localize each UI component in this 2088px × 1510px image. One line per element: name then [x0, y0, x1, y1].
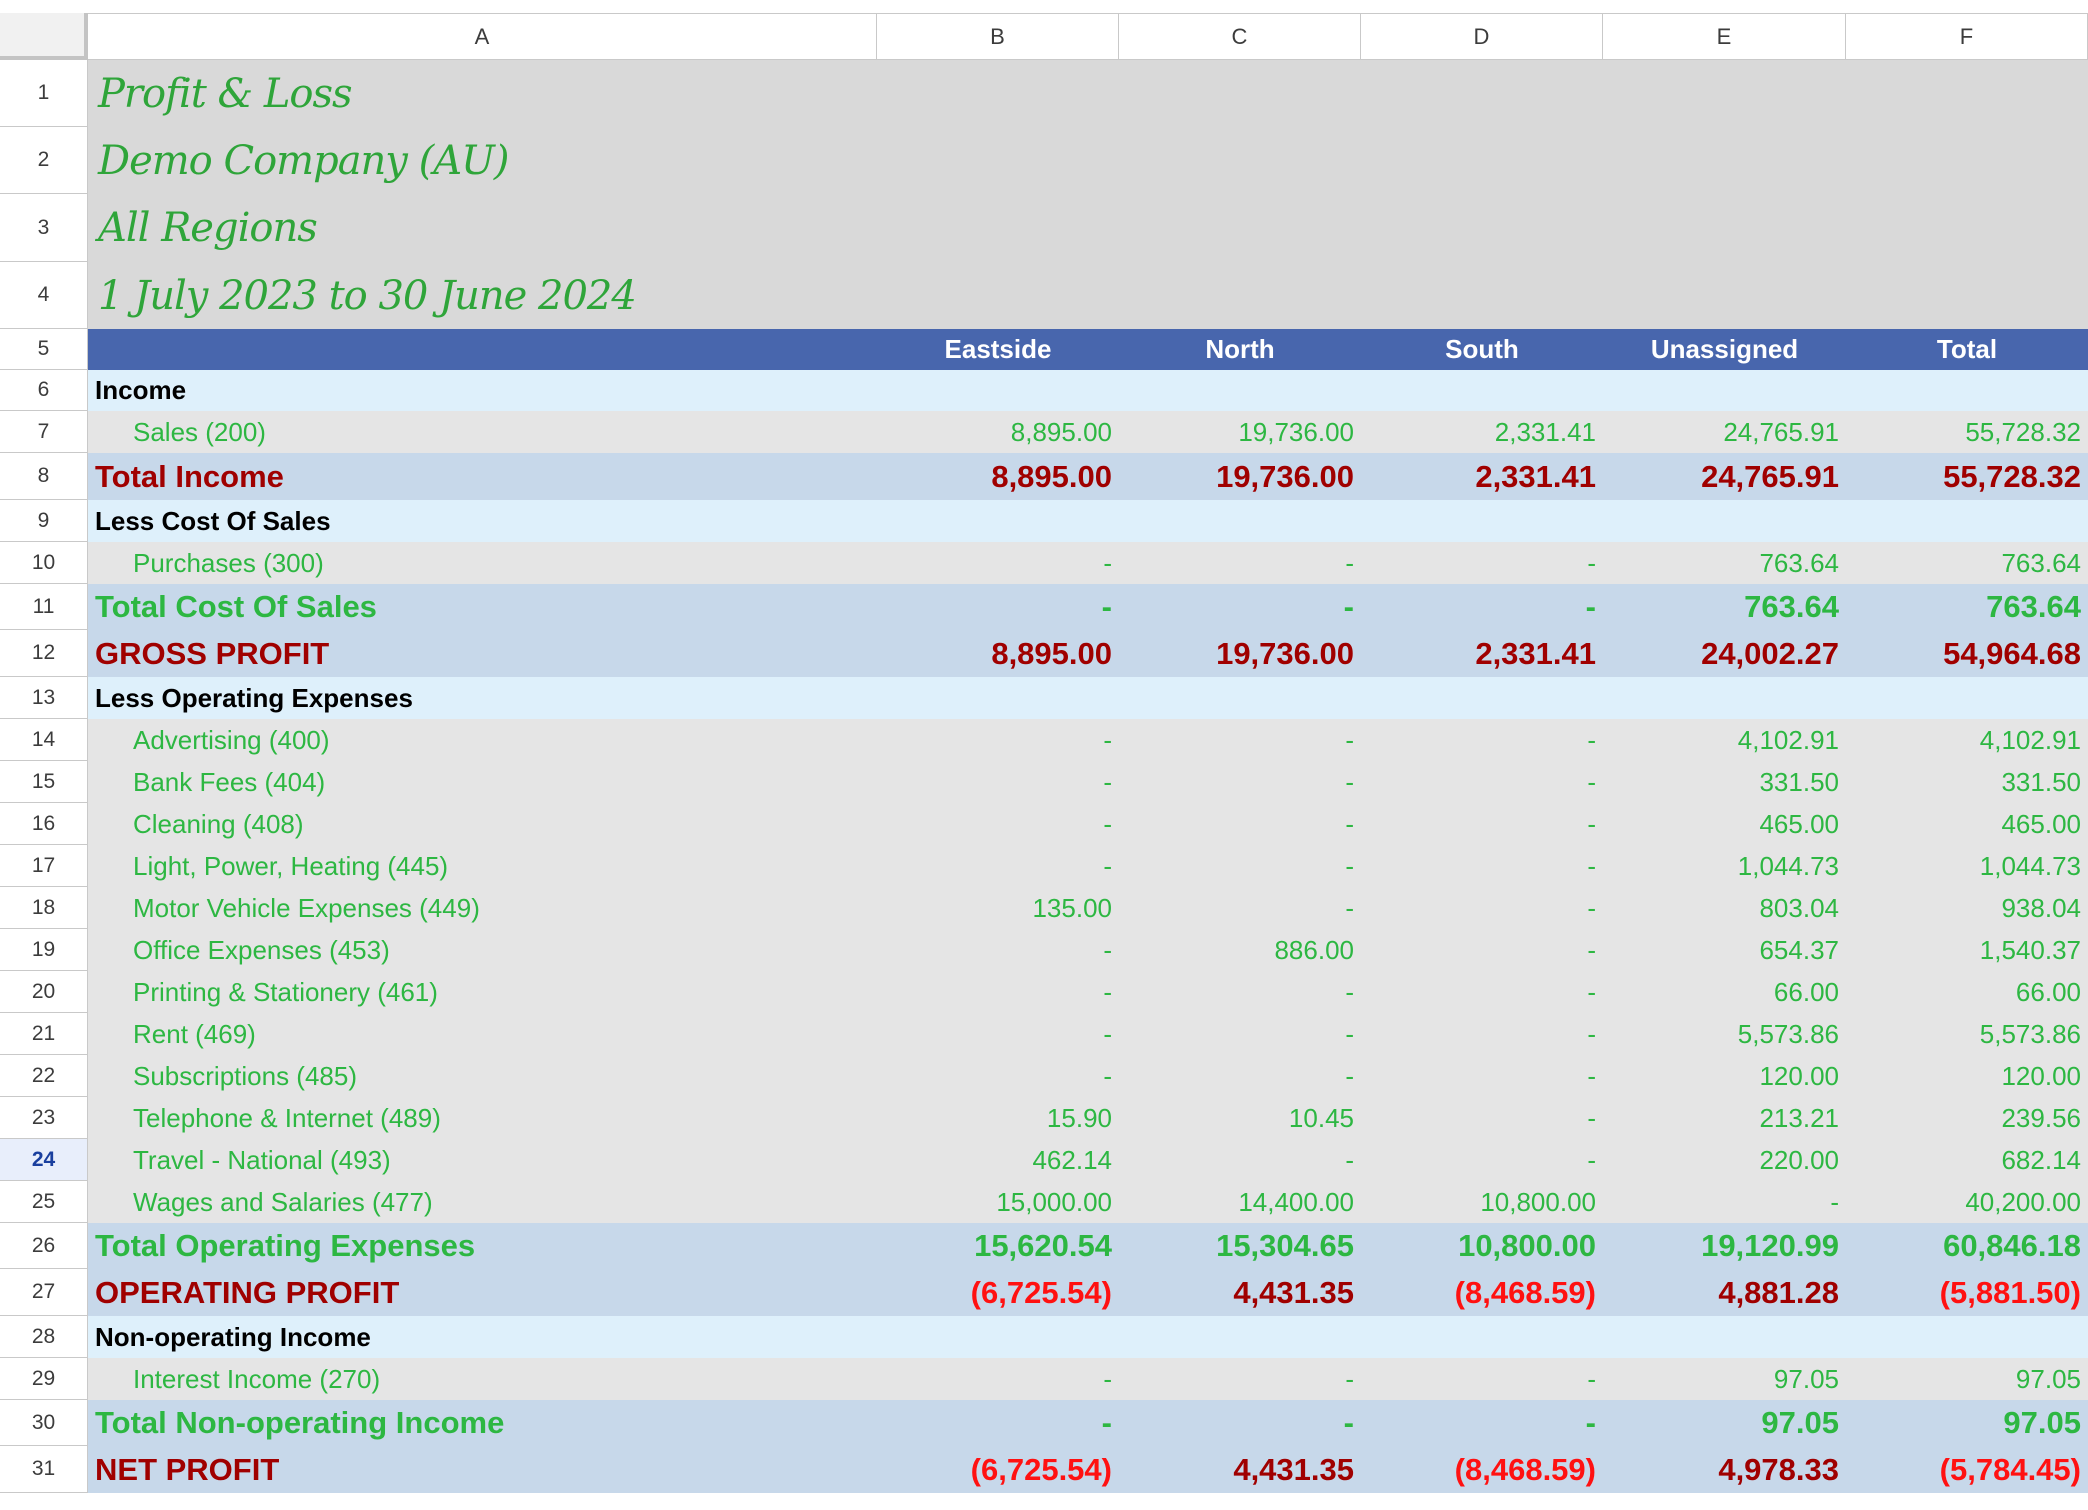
- header-cell-a[interactable]: [88, 329, 877, 370]
- value-cell-unassigned[interactable]: [1603, 677, 1846, 719]
- value-cell-total[interactable]: 54,964.68: [1943, 635, 2081, 671]
- label-text: Subscriptions (485): [133, 1060, 357, 1091]
- value-cell-total[interactable]: (5,784.45): [1939, 1451, 2081, 1487]
- value-cell-north[interactable]: 4,431.35: [1233, 1451, 1354, 1487]
- value-cell-eastside[interactable]: -: [1101, 1405, 1112, 1440]
- row-header-21[interactable]: 21: [0, 1013, 88, 1055]
- value-cell-total[interactable]: 55,728.32: [1965, 416, 2081, 447]
- value-cell-unassigned[interactable]: 4,102.91: [1737, 724, 1839, 755]
- row-header-1[interactable]: 1: [0, 60, 88, 127]
- value-cell-south[interactable]: -: [1587, 1060, 1596, 1091]
- sheet-row: [88, 1223, 2088, 1269]
- value-cell-north[interactable]: -: [1345, 1018, 1354, 1049]
- sheet-row: [88, 1316, 2088, 1358]
- label-text: GROSS PROFIT: [95, 635, 330, 671]
- row-header-24[interactable]: 24: [0, 1139, 88, 1181]
- row-header-30[interactable]: 30: [0, 1400, 88, 1446]
- value-cell-unassigned[interactable]: [1603, 500, 1846, 542]
- label-text: Total Non-operating Income: [95, 1405, 505, 1440]
- sheet-row: [88, 971, 2088, 1013]
- value-cell-south[interactable]: (8,468.59): [1454, 1274, 1596, 1310]
- label-text: Advertising (400): [133, 724, 330, 755]
- value-cell-south[interactable]: 2,331.41: [1494, 416, 1596, 447]
- label-text: Light, Power, Heating (445): [133, 850, 449, 881]
- value-cell-south[interactable]: -: [1587, 1363, 1596, 1394]
- row-header-2[interactable]: 2: [0, 127, 88, 194]
- account-label[interactable]: [88, 719, 877, 761]
- total-label[interactable]: [88, 1269, 877, 1316]
- section-label[interactable]: [88, 370, 877, 411]
- value-cell-north[interactable]: [1119, 677, 1361, 719]
- label-text: NET PROFIT: [95, 1451, 280, 1487]
- label-text: Total Cost Of Sales: [95, 589, 377, 624]
- row-header-12[interactable]: 12: [0, 630, 88, 677]
- sheet-row: [88, 127, 2088, 194]
- value-cell-unassigned[interactable]: 120.00: [1759, 1060, 1839, 1091]
- label-text: OPERATING PROFIT: [95, 1274, 400, 1310]
- value-cell-south[interactable]: -: [1585, 589, 1596, 624]
- sheet-row: [88, 370, 2088, 411]
- account-label[interactable]: [88, 1055, 877, 1097]
- row-header-17[interactable]: 17: [0, 845, 88, 887]
- sheet-row: [88, 329, 2088, 370]
- sheet-row: [88, 262, 2088, 329]
- value-cell-unassigned[interactable]: 5,573.86: [1737, 1018, 1839, 1049]
- value-cell-eastside[interactable]: -: [1103, 1363, 1112, 1394]
- value-cell-eastside[interactable]: [877, 677, 1119, 719]
- value-cell-total[interactable]: 1,540.37: [1979, 934, 2081, 965]
- column-header-d[interactable]: D: [1361, 13, 1603, 60]
- value-cell-unassigned[interactable]: 24,002.27: [1701, 635, 1839, 671]
- value-cell-total[interactable]: 331.50: [2001, 766, 2081, 797]
- value-cell-eastside[interactable]: (6,725.54): [970, 1451, 1112, 1487]
- value-cell-unassigned[interactable]: 19,120.99: [1701, 1228, 1839, 1263]
- value-cell-total[interactable]: 60,846.18: [1943, 1228, 2081, 1263]
- value-cell-unassigned[interactable]: 97.05: [1773, 1363, 1839, 1394]
- value-cell-unassigned[interactable]: [1603, 370, 1846, 411]
- label-text: Office Expenses (453): [133, 934, 390, 965]
- total-label[interactable]: [88, 453, 877, 500]
- section-label[interactable]: [88, 1316, 877, 1358]
- value-cell-north[interactable]: -: [1345, 1144, 1354, 1175]
- sheet-row: [88, 929, 2088, 971]
- label-text: Printing & Stationery (461): [133, 976, 438, 1007]
- value-cell-eastside[interactable]: -: [1103, 808, 1112, 839]
- label-text: Income: [95, 375, 187, 405]
- value-cell-unassigned[interactable]: 1,044.73: [1737, 850, 1839, 881]
- value-cell-total[interactable]: [1846, 677, 2088, 719]
- sheet-row: [88, 60, 2088, 127]
- value-cell-south[interactable]: [1361, 677, 1603, 719]
- row-header-8[interactable]: 8: [0, 453, 88, 500]
- row-header-31[interactable]: 31: [0, 1446, 88, 1493]
- label-text: Cleaning (408): [133, 808, 304, 839]
- column-title-total[interactable]: Total: [1936, 334, 1998, 364]
- column-header-b[interactable]: B: [877, 13, 1119, 60]
- total-label[interactable]: [88, 1446, 877, 1493]
- value-cell-total[interactable]: 938.04: [2001, 892, 2081, 923]
- value-cell-unassigned[interactable]: -: [1830, 1186, 1839, 1217]
- row-header-18[interactable]: 18: [0, 887, 88, 929]
- value-cell-total[interactable]: 465.00: [2001, 808, 2081, 839]
- sheet-row: [88, 887, 2088, 929]
- row-header-9[interactable]: 9: [0, 500, 88, 542]
- label-text: Total Operating Expenses: [95, 1228, 476, 1263]
- section-label[interactable]: [88, 500, 877, 542]
- value-cell-unassigned[interactable]: 24,765.91: [1701, 458, 1839, 494]
- row-header-5[interactable]: 5: [0, 329, 88, 370]
- value-cell-north[interactable]: 14,400.00: [1238, 1186, 1354, 1217]
- row-header-26[interactable]: 26: [0, 1223, 88, 1269]
- value-cell-north[interactable]: -: [1345, 808, 1354, 839]
- value-cell-south[interactable]: (8,468.59): [1454, 1451, 1596, 1487]
- select-all-corner[interactable]: [0, 13, 88, 60]
- value-cell-unassigned[interactable]: 763.64: [1744, 589, 1839, 624]
- value-cell-north[interactable]: 19,736.00: [1238, 416, 1354, 447]
- value-cell-total[interactable]: 97.05: [2015, 1363, 2081, 1394]
- column-header-e[interactable]: E: [1603, 13, 1846, 60]
- column-header-c[interactable]: C: [1119, 13, 1361, 60]
- value-cell-unassigned[interactable]: 220.00: [1759, 1144, 1839, 1175]
- section-label[interactable]: [88, 677, 877, 719]
- sheet-row: [88, 1097, 2088, 1139]
- account-label[interactable]: [88, 1139, 877, 1181]
- value-cell-north[interactable]: [1119, 500, 1361, 542]
- label-text: Travel - National (493): [133, 1144, 391, 1175]
- value-cell-north[interactable]: -: [1345, 766, 1354, 797]
- account-label[interactable]: [88, 542, 877, 584]
- value-cell-south[interactable]: -: [1587, 1144, 1596, 1175]
- value-cell-south[interactable]: -: [1587, 892, 1596, 923]
- sheet-row: [88, 1358, 2088, 1400]
- sheet-row: [88, 761, 2088, 803]
- value-cell-total[interactable]: 120.00: [2001, 1060, 2081, 1091]
- label-text: Purchases (300): [133, 547, 324, 578]
- value-cell-total[interactable]: 763.64: [1986, 589, 2081, 624]
- sheet-row: [88, 1446, 2088, 1493]
- value-cell-total[interactable]: 239.56: [2001, 1102, 2081, 1133]
- value-cell-eastside[interactable]: 8,895.00: [1010, 416, 1112, 447]
- value-cell-south[interactable]: -: [1587, 808, 1596, 839]
- value-cell-unassigned[interactable]: 763.64: [1759, 547, 1839, 578]
- total-label[interactable]: [88, 584, 877, 630]
- sheet-row: [88, 584, 2088, 630]
- value-cell-total[interactable]: [1846, 370, 2088, 411]
- value-cell-eastside[interactable]: 15.90: [1046, 1102, 1112, 1133]
- row-header-14[interactable]: 14: [0, 719, 88, 761]
- value-cell-north[interactable]: 19,736.00: [1216, 635, 1354, 671]
- value-cell-south[interactable]: -: [1587, 766, 1596, 797]
- value-cell-eastside[interactable]: 8,895.00: [991, 458, 1112, 494]
- report-title-line[interactable]: Demo Company (AU): [98, 137, 509, 184]
- value-cell-total[interactable]: [1846, 1316, 2088, 1358]
- label-text: Rent (469): [133, 1018, 256, 1049]
- value-cell-eastside[interactable]: -: [1101, 589, 1112, 624]
- row-header-11[interactable]: 11: [0, 584, 88, 630]
- sheet-row: [88, 677, 2088, 719]
- account-label[interactable]: [88, 761, 877, 803]
- value-cell-south[interactable]: 2,331.41: [1475, 458, 1596, 494]
- value-cell-north[interactable]: 15,304.65: [1216, 1228, 1354, 1263]
- value-cell-eastside[interactable]: (6,725.54): [970, 1274, 1112, 1310]
- value-cell-south[interactable]: [1361, 500, 1603, 542]
- sheet-row: [88, 1013, 2088, 1055]
- value-cell-eastside[interactable]: -: [1103, 1018, 1112, 1049]
- value-cell-eastside[interactable]: 15,620.54: [974, 1228, 1112, 1263]
- value-cell-eastside[interactable]: [877, 370, 1119, 411]
- sheet-row: [88, 453, 2088, 500]
- sheet-row: [88, 1055, 2088, 1097]
- row-header-20[interactable]: 20: [0, 971, 88, 1013]
- value-cell-north[interactable]: -: [1345, 1060, 1354, 1091]
- value-cell-north[interactable]: -: [1345, 724, 1354, 755]
- value-cell-eastside[interactable]: 15,000.00: [996, 1186, 1112, 1217]
- sheet-row: [88, 194, 2088, 262]
- value-cell-eastside[interactable]: 8,895.00: [991, 635, 1112, 671]
- label-text: Telephone & Internet (489): [133, 1102, 441, 1133]
- value-cell-north[interactable]: 886.00: [1274, 934, 1354, 965]
- label-text: Non-operating Income: [95, 1321, 371, 1352]
- sheet-row: [88, 803, 2088, 845]
- account-label[interactable]: [88, 929, 877, 971]
- value-cell-south[interactable]: -: [1587, 934, 1596, 965]
- value-cell-eastside[interactable]: -: [1103, 766, 1112, 797]
- value-cell-eastside[interactable]: -: [1103, 934, 1112, 965]
- label-text: Bank Fees (404): [133, 766, 326, 797]
- value-cell-south[interactable]: [1361, 370, 1603, 411]
- sheet-row: [88, 500, 2088, 542]
- value-cell-total[interactable]: (5,881.50): [1939, 1274, 2081, 1310]
- account-label[interactable]: [88, 1097, 877, 1139]
- account-label[interactable]: [88, 411, 877, 453]
- total-label[interactable]: [88, 1223, 877, 1269]
- value-cell-eastside[interactable]: -: [1103, 850, 1112, 881]
- value-cell-total[interactable]: 763.64: [2001, 547, 2081, 578]
- value-cell-unassigned[interactable]: 654.37: [1759, 934, 1839, 965]
- value-cell-south[interactable]: -: [1585, 1405, 1596, 1440]
- row-header-15[interactable]: 15: [0, 761, 88, 803]
- total-label[interactable]: [88, 1400, 877, 1446]
- label-text: Wages and Salaries (477): [133, 1186, 433, 1217]
- value-cell-unassigned[interactable]: 66.00: [1773, 976, 1839, 1007]
- report-title-line[interactable]: Profit & Loss: [98, 70, 352, 117]
- row-header-7[interactable]: 7: [0, 411, 88, 453]
- row-header-4[interactable]: 4: [0, 262, 88, 329]
- value-cell-north[interactable]: 10.45: [1288, 1102, 1354, 1133]
- value-cell-eastside[interactable]: [877, 500, 1119, 542]
- account-label[interactable]: [88, 1358, 877, 1400]
- value-cell-north[interactable]: -: [1345, 1363, 1354, 1394]
- account-label[interactable]: [88, 971, 877, 1013]
- value-cell-north[interactable]: 19,736.00: [1216, 458, 1354, 494]
- value-cell-north[interactable]: -: [1345, 850, 1354, 881]
- value-cell-unassigned[interactable]: 213.21: [1759, 1102, 1839, 1133]
- value-cell-south[interactable]: 10,800.00: [1480, 1186, 1596, 1217]
- value-cell-south[interactable]: -: [1587, 976, 1596, 1007]
- value-cell-north[interactable]: [1119, 370, 1361, 411]
- sheet-row: [88, 719, 2088, 761]
- sheet-row: [88, 1269, 2088, 1316]
- value-cell-unassigned[interactable]: 4,978.33: [1718, 1451, 1839, 1487]
- label-text: Less Cost Of Sales: [95, 505, 331, 536]
- value-cell-unassigned[interactable]: 4,881.28: [1718, 1274, 1839, 1310]
- account-label[interactable]: [88, 1181, 877, 1223]
- sheet-row: [88, 845, 2088, 887]
- value-cell-eastside[interactable]: -: [1103, 1060, 1112, 1091]
- row-header-16[interactable]: 16: [0, 803, 88, 845]
- sheet-row: [88, 630, 2088, 677]
- value-cell-south[interactable]: -: [1587, 1102, 1596, 1133]
- value-cell-total[interactable]: 5,573.86: [1979, 1018, 2081, 1049]
- value-cell-total[interactable]: 1,044.73: [1979, 850, 2081, 881]
- row-header-22[interactable]: 22: [0, 1055, 88, 1097]
- account-label[interactable]: [88, 803, 877, 845]
- account-label[interactable]: [88, 845, 877, 887]
- value-cell-south[interactable]: -: [1587, 1018, 1596, 1049]
- column-header-f[interactable]: F: [1846, 13, 2088, 60]
- column-header-a[interactable]: A: [88, 13, 877, 60]
- row-header-28[interactable]: 28: [0, 1316, 88, 1358]
- label-text: Sales (200): [133, 416, 266, 447]
- row-header-27[interactable]: 27: [0, 1269, 88, 1316]
- value-cell-eastside[interactable]: 462.14: [1032, 1144, 1112, 1175]
- row-header-10[interactable]: 10: [0, 542, 88, 584]
- column-title-north[interactable]: North: [1205, 334, 1275, 364]
- column-title-eastside[interactable]: Eastside: [944, 334, 1052, 364]
- value-cell-total[interactable]: 682.14: [2001, 1144, 2081, 1175]
- account-label[interactable]: [88, 887, 877, 929]
- sheet-row: [88, 411, 2088, 453]
- value-cell-unassigned[interactable]: 803.04: [1759, 892, 1839, 923]
- value-cell-unassigned[interactable]: 331.50: [1759, 766, 1839, 797]
- sheet-row: [88, 542, 2088, 584]
- value-cell-total[interactable]: 4,102.91: [1979, 724, 2081, 755]
- value-cell-total[interactable]: 55,728.32: [1943, 458, 2081, 494]
- label-text: Less Operating Expenses: [95, 682, 413, 713]
- row-header-13[interactable]: 13: [0, 677, 88, 719]
- column-title-unassigned[interactable]: Unassigned: [1650, 334, 1799, 364]
- value-cell-total[interactable]: [1846, 500, 2088, 542]
- sheet-row: [88, 1139, 2088, 1181]
- value-cell-unassigned[interactable]: [1603, 1316, 1846, 1358]
- row-header-19[interactable]: 19: [0, 929, 88, 971]
- value-cell-south[interactable]: -: [1587, 547, 1596, 578]
- value-cell-south[interactable]: 2,331.41: [1475, 635, 1596, 671]
- value-cell-south[interactable]: -: [1587, 850, 1596, 881]
- value-cell-total[interactable]: 97.05: [2003, 1405, 2081, 1440]
- column-title-south[interactable]: South: [1445, 334, 1519, 364]
- row-header-25[interactable]: 25: [0, 1181, 88, 1223]
- value-cell-eastside[interactable]: -: [1103, 724, 1112, 755]
- value-cell-unassigned[interactable]: 465.00: [1759, 808, 1839, 839]
- sheet-row: [88, 1181, 2088, 1223]
- value-cell-eastside[interactable]: -: [1103, 976, 1112, 1007]
- report-title-line[interactable]: 1 July 2023 to 30 June 2024: [98, 272, 636, 319]
- value-cell-north[interactable]: -: [1343, 589, 1354, 624]
- value-cell-south[interactable]: -: [1587, 724, 1596, 755]
- value-cell-south[interactable]: 10,800.00: [1458, 1228, 1596, 1263]
- value-cell-eastside[interactable]: 135.00: [1032, 892, 1112, 923]
- total-label[interactable]: [88, 630, 877, 677]
- row-header-29[interactable]: 29: [0, 1358, 88, 1400]
- label-text: Motor Vehicle Expenses (449): [133, 892, 480, 923]
- label-text: Total Income: [95, 458, 284, 494]
- value-cell-unassigned[interactable]: 97.05: [1761, 1405, 1839, 1440]
- report-title-line[interactable]: All Regions: [98, 205, 317, 251]
- account-label[interactable]: [88, 1013, 877, 1055]
- value-cell-north[interactable]: 4,431.35: [1233, 1274, 1354, 1310]
- row-header-3[interactable]: 3: [0, 194, 88, 262]
- value-cell-north[interactable]: -: [1345, 976, 1354, 1007]
- value-cell-eastside[interactable]: [877, 1316, 1119, 1358]
- value-cell-north[interactable]: -: [1345, 547, 1354, 578]
- sheet-row: [88, 1400, 2088, 1446]
- value-cell-unassigned[interactable]: 24,765.91: [1723, 416, 1839, 447]
- value-cell-eastside[interactable]: -: [1103, 547, 1112, 578]
- label-text: Interest Income (270): [133, 1363, 381, 1394]
- row-header-23[interactable]: 23: [0, 1097, 88, 1139]
- value-cell-total[interactable]: 66.00: [2015, 976, 2081, 1007]
- row-header-6[interactable]: 6: [0, 370, 88, 411]
- value-cell-north[interactable]: -: [1343, 1405, 1354, 1440]
- value-cell-south[interactable]: [1361, 1316, 1603, 1358]
- value-cell-north[interactable]: -: [1345, 892, 1354, 923]
- value-cell-total[interactable]: 40,200.00: [1965, 1186, 2081, 1217]
- value-cell-north[interactable]: [1119, 1316, 1361, 1358]
